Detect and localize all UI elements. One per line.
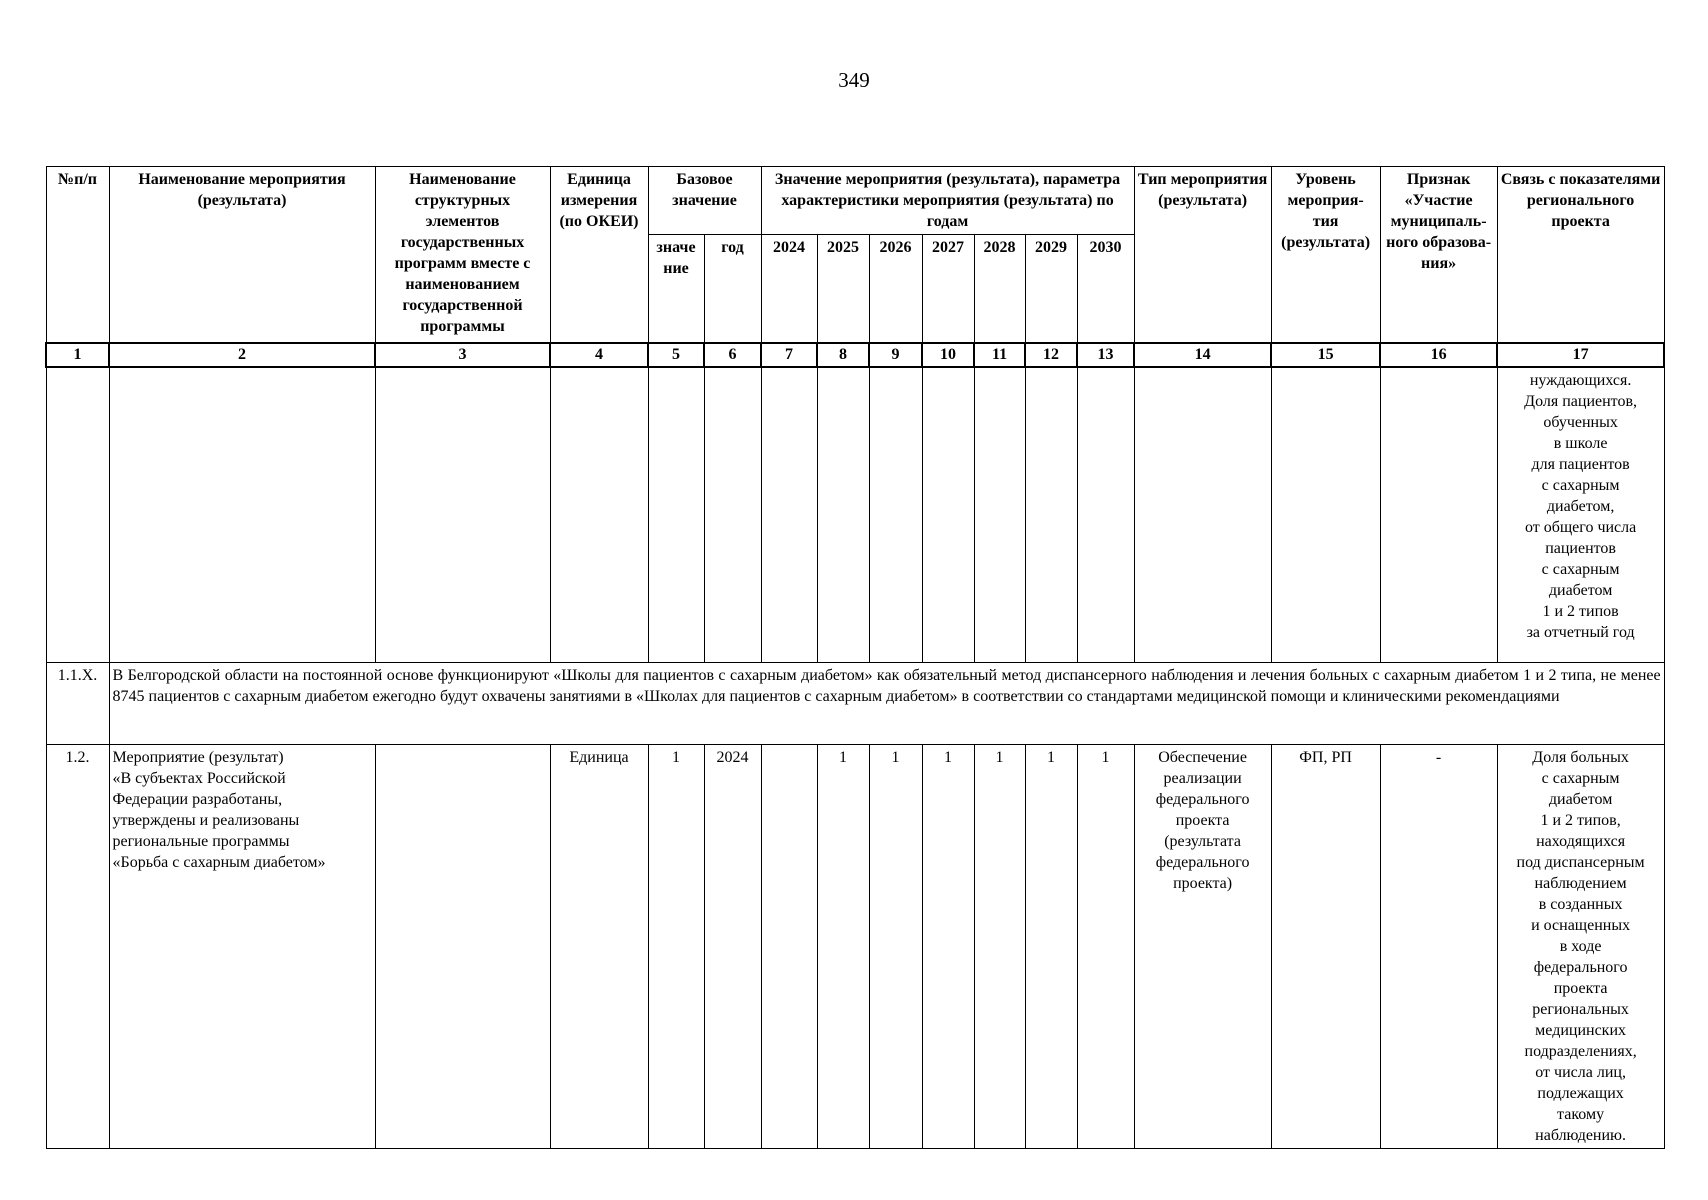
activity-type-cell: Обеспечение реализации федерального проекта (результата федерального проекта) (1134, 745, 1271, 1149)
year-header: 2026 (869, 235, 922, 343)
col-years-header: Значение мероприятия (результата), параметра характеристики мероприятия (результата) по годам (761, 167, 1134, 235)
activity-level-cell: ФП, РП (1271, 745, 1380, 1149)
col-level-header: Уровень мероприя- тия (результата) (1271, 167, 1380, 343)
column-number: 6 (704, 343, 761, 367)
year-value-cell: 1 (922, 745, 974, 1149)
year-value-cell: 1 (1025, 745, 1077, 1149)
year-header: 2024 (761, 235, 817, 343)
row-number: 1.1.Х. (46, 663, 109, 745)
column-number: 4 (550, 343, 648, 367)
col-type-header: Тип мероприятия (результата) (1134, 167, 1271, 343)
column-number: 17 (1497, 343, 1664, 367)
base-value-header: значе ние (648, 235, 704, 343)
link-indicator-cell: нуждающихся. Доля пациентов, обученных в школе для пациентов с сахарным диабетом, от общего числа пациентов с сахарным диабетом 1 и 2 типов за отчетный год (1497, 367, 1664, 663)
column-number: 1 (46, 343, 109, 367)
column-number: 15 (1271, 343, 1380, 367)
row-description: В Белгородской области на постоянной основе функционируют «Школы для пациентов с сахарным диабетом» как обязательный метод диспансерного наблюдения и лечения больных с сахарным диабетом 1 и 2 типа, не менее 8745 пациентов с сахарным диабетом ежегодно будут охвачены занятиями в «Школах для пациентов с сахарным диабетом» в соответствии со стандартами медицинской помощи и клиническими рекомендациями (109, 663, 1664, 745)
continuation-row (46, 367, 1664, 663)
header-row (46, 167, 1664, 235)
col-link-header: Связь с показателями регионального проекта (1497, 167, 1664, 343)
column-number: 10 (922, 343, 974, 367)
year-value-cell: 1 (974, 745, 1025, 1149)
year-header: 2030 (1077, 235, 1134, 343)
column-number: 2 (109, 343, 375, 367)
col-struct-header: Наименование структурных элементов государственных программ вместе с наименованием государственной программы (375, 167, 550, 343)
column-number: 12 (1025, 343, 1077, 367)
year-value-cell (761, 745, 817, 1149)
col-municipal-header: Признак «Участие муниципаль- ного образова- ния» (1380, 167, 1497, 343)
column-number: 14 (1134, 343, 1271, 367)
col-num-header: №п/п (46, 167, 109, 343)
base-year-header: год (704, 235, 761, 343)
col-name-header: Наименование мероприятия (результата) (109, 167, 375, 343)
column-number: 3 (375, 343, 550, 367)
activity-name-cell: Мероприятие (результат) «В субъектах Российской Федерации разработаны, утверждены и реализованы региональные программы «Борьба с сахарным диабетом» (109, 745, 375, 1149)
year-header: 2027 (922, 235, 974, 343)
column-number: 16 (1380, 343, 1497, 367)
col-unit-header: Единица измерения (по ОКЕИ) (550, 167, 648, 343)
column-number: 9 (869, 343, 922, 367)
year-value-cell: 1 (1077, 745, 1134, 1149)
year-value-cell: 1 (817, 745, 869, 1149)
year-header: 2028 (974, 235, 1025, 343)
municipal-cell: - (1380, 745, 1497, 1149)
column-number: 11 (974, 343, 1025, 367)
column-number: 13 (1077, 343, 1134, 367)
activities-table (45, 166, 1665, 1149)
page-number: 349 (838, 68, 870, 92)
row-number: 1.2. (46, 745, 109, 1149)
column-numbers-row (46, 343, 1664, 367)
struct-cell (375, 745, 550, 1149)
unit-cell: Единица (550, 745, 648, 1149)
column-number: 8 (817, 343, 869, 367)
col-base-header: Базовое значение (648, 167, 761, 235)
year-header: 2029 (1025, 235, 1077, 343)
column-number: 5 (648, 343, 704, 367)
row-1-1-x (46, 663, 1664, 745)
year-header: 2025 (817, 235, 869, 343)
row-1-2 (46, 745, 1664, 1149)
column-number: 7 (761, 343, 817, 367)
base-year-cell: 2024 (704, 745, 761, 1149)
link-indicator-cell: Доля больных с сахарным диабетом 1 и 2 типов, находящихся под диспансерным наблюдением в созданных и оснащенных в ходе федерального проекта региональных медицинских подразделениях, от числа лиц, подлежащих такому наблюдению. (1497, 745, 1664, 1149)
base-value-cell: 1 (648, 745, 704, 1149)
year-value-cell: 1 (869, 745, 922, 1149)
